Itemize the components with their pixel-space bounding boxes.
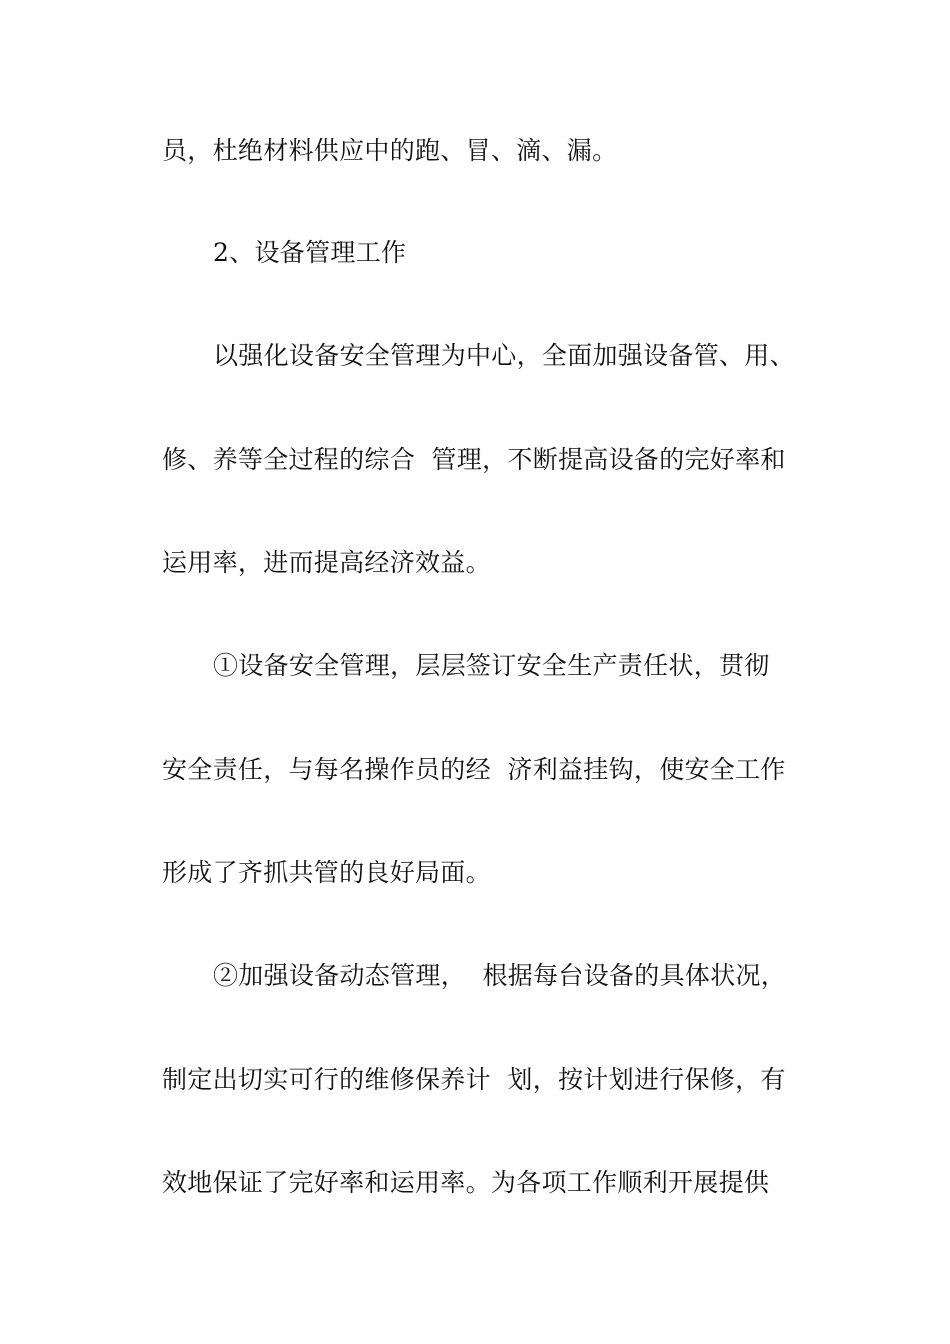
text-line-5: 运用率，进而提高经济效益。 — [162, 548, 491, 577]
text-line-7: 安全责任，与每名操作员的经 济利益挂钩，使安全工作 — [162, 755, 786, 784]
text-line-1: 员，杜绝材料供应中的跑、冒、滴、漏。 — [162, 136, 618, 165]
text-line-3: 以强化设备安全管理为中心，全面加强设备管、用、 — [213, 341, 795, 370]
text-line-9: ②加强设备动态管理， 根据每台设备的具体状况， — [213, 961, 787, 990]
text-line-8: 形成了齐抓共管的良好局面。 — [162, 858, 491, 887]
section-heading-equipment-management: 2、设备管理工作 — [213, 238, 407, 267]
text-line-10: 制定出切实可行的维修保养计 划，按计划进行保修，有 — [162, 1065, 786, 1094]
text-line-6: ①设备安全管理，层层签订安全生产责任状，贯彻 — [213, 651, 770, 680]
text-line-11: 效地保证了完好率和运用率。为各项工作顺利开展提供 — [162, 1168, 770, 1197]
text-line-4: 修、养等全过程的综合 管理，不断提高设备的完好率和 — [162, 445, 786, 474]
